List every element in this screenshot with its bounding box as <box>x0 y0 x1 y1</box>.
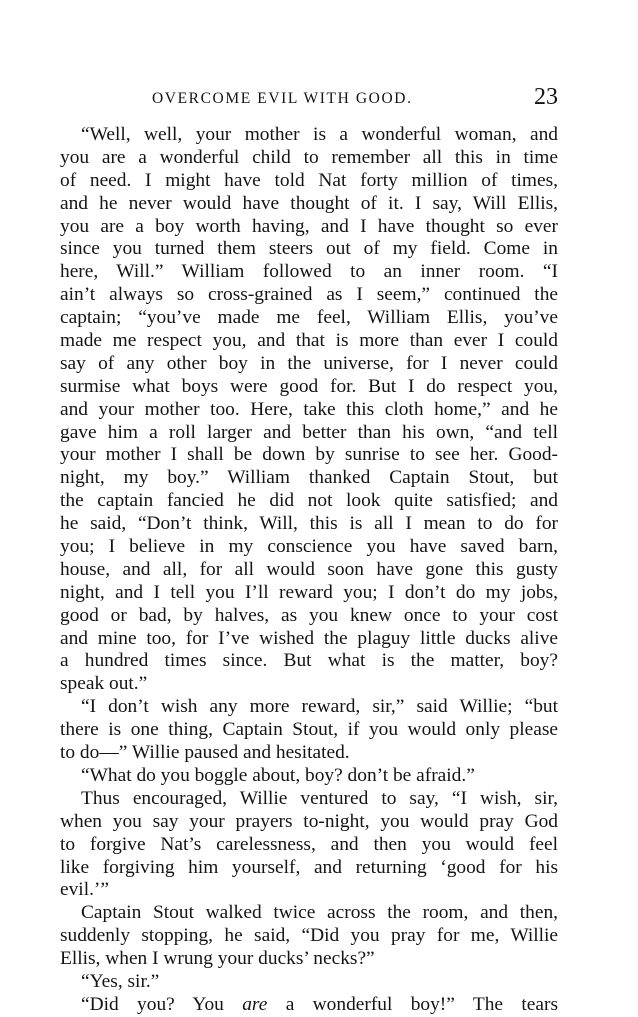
text-line: “I don’t wish any more reward, sir,” said Willie; “but <box>81 696 558 718</box>
text-line: to forgive Nat’s carelessness, and then you would feel <box>60 833 558 855</box>
text-line: and he never would have thought of it. I say, Will Ellis, <box>60 192 558 214</box>
text-line: house, and all, for all would soon have gone this gusty <box>60 558 558 580</box>
text-line: “Well, well, your mother is a wonderful woman, and <box>81 124 558 145</box>
running-head: OVERCOME EVIL WITH GOOD. <box>152 90 413 107</box>
page-number: 23 <box>534 84 558 110</box>
text-line: Captain Stout walked twice across the room, and then, <box>81 902 558 924</box>
text-line: Ellis, when I wrung your ducks’ necks?” <box>60 948 375 970</box>
text-line: your mother I shall be down by sunrise to see her. Good- <box>60 444 558 466</box>
text-line: surmise what boys were good for. But I do respect you, <box>60 375 558 397</box>
body-text <box>60 124 558 1017</box>
text-line: “What do you boggle about, boy? don’t be afraid.” <box>81 764 475 786</box>
text-line: gave him a roll larger and better than his own, “and tell <box>60 421 558 443</box>
text-line: he said, “Don’t think, Will, this is all I mean to do for <box>60 513 558 535</box>
text-line: Thus encouraged, Willie ventured to say, “I wish, sir, <box>81 787 558 809</box>
text-line: there is one thing, Captain Stout, if you would only please <box>60 719 558 741</box>
text-line: you are a boy worth having, and I have thought so ever <box>60 215 558 237</box>
text-line-final <box>60 994 558 1017</box>
text-line: here, Will.” William followed to an inner room. “I <box>60 261 558 283</box>
text-line: made me respect you, and that is more than ever I could <box>60 330 558 352</box>
text-line: say of any other boy in the universe, for I never could <box>60 352 558 374</box>
text-line: like forgiving him yourself, and returning ‘good for his <box>60 856 558 878</box>
text-line: since you turned them steers out of my field. Come in <box>60 238 558 260</box>
text-line: when you say your prayers to-night, you would pray God <box>60 810 558 832</box>
text-line: you; I believe in my conscience you have saved barn, <box>60 536 558 558</box>
text-line: to do—” Willie paused and hesitated. <box>60 742 350 764</box>
text-line: night, and I tell you I’ll reward you; I don’t do my jobs, <box>60 581 558 603</box>
text-line: good or bad, by halves, as you knew once to your cost <box>60 604 558 626</box>
text-line: ain’t always so cross-grained as I seem,” continued the <box>60 284 558 306</box>
text-line: speak out.” <box>60 673 148 695</box>
final-line-segment: “Did you? You <box>81 993 243 1015</box>
text-line: evil.’” <box>60 879 109 901</box>
text-line: you are a wonderful child to remember all this in time <box>60 146 558 168</box>
text-line: “Yes, sir.” <box>81 970 160 992</box>
text-line: a hundred times since. But what is the matter, boy? <box>60 650 558 672</box>
page-header <box>60 86 558 114</box>
emphasized-word: are <box>242 993 268 1015</box>
text-line: suddenly stopping, he said, “Did you pray for me, Willie <box>60 925 558 947</box>
text-line: captain; “you’ve made me feel, William Ellis, you’ve <box>60 307 558 329</box>
text-line: night, my boy.” William thanked Captain Stout, but <box>60 467 558 489</box>
final-line-segment: a wonderful boy!” The tears <box>267 993 558 1015</box>
text-line: of need. I might have told Nat forty million of times, <box>60 169 558 191</box>
text-line: and mine too, for I’ve wished the plaguy little ducks alive <box>60 627 558 649</box>
text-line: and your mother too. Here, take this cloth home,” and he <box>60 398 558 420</box>
text-line: the captain fancied he did not look quite satisfied; and <box>60 490 558 512</box>
